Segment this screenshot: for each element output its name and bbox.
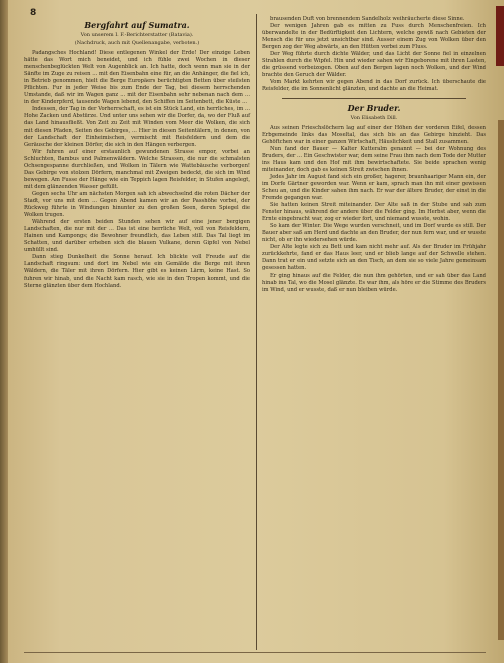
story-byline: Von Elisabeth Dill. xyxy=(350,114,398,121)
page-edge-tab xyxy=(496,6,504,66)
article-title: Bergfahrt auf Sumatra. xyxy=(84,20,190,30)
paragraph: Während der ersten beiden Stunden sehen wir auf eine jener bergigen Landschaften, die nur mit der ... Das ist eine herrliche Welt, voll von Reisfeldern, Hainen und Kampongs; die Bewohner freundlich, das Leben still. Das Tal liegt im Schatten, und darüber erheben sich die blauen Vulkane, deren Gipfel von Nebel umhüllt sind. xyxy=(24,219,250,254)
left-column xyxy=(24,16,250,290)
paragraph: Aus seinen Frieschslöchern lag auf einer der Höhen der vorderen Eifel, dessen Erbgemeinde links das Moseltal, das sich bis an das Gebirge hinzieht. Das Gehöftchen war in einer ganzen Wirtschaft, Häuslichkeit und Stall zusammen. xyxy=(262,124,486,145)
paragraph: Dann stieg Dunkelheit die Sonne herauf. Ich blickte voll Freude auf die Landschaft ringsum: und dort im Nebel wie ein Gemälde die Berge mit ihren Wäldern, die Täler mit ihren Dörfern. Hier gibt es keinen Lärm, keine Hast. So fuhren wir hinab, und die Nacht kam rasch, wie sie in den Tropen kommt, und die Sterne glänzten über dem Hochland. xyxy=(24,254,250,289)
column-divider xyxy=(256,14,257,650)
page-edge-strip xyxy=(498,120,504,640)
paragraph: So kam der Winter. Die Wege wurden verschneit, und im Dorf wurde es still. Der Bauer aber saß am Herd und dachte an den Bruder, der nun fern war, und er wusste nicht, ob er ihn wiedersehen würde. xyxy=(262,223,486,244)
article-byline: Von unserem I. F.-Berichterstatter (Batavia). xyxy=(80,32,194,38)
paragraph: Vom Markt kehrten wir gegen Abend in das Dorf zurück. Ich überschaute die Reisfelder, die im Sonnenlicht glänzten, und dachte an die Heimat. xyxy=(262,79,486,93)
paragraph: Indessen, der Tag in der Vorherrschaft, es ist ein Stück Land, ein herrliches, im ... Hohe Zacken und Abstürze. Und unter uns sehen wir die Dorfer, da, wo der Fluß auf das Land hinausfließt. Von Zeit zu Zeit mit Winden vom Meer die Wolken, die sich mit diesen Pfaden, Seiten des Gebirges, ... Hier in diesen Seitentälern, in denen, von der Landschaft der Einheimischen, vermischt mit Reisfeldern und dem die Geräusche der kleinen Dörfer, die sich in den Hängen verbergen. xyxy=(24,106,250,148)
paragraph: Nun fand der Bauer — Kalter Kutteralm genannt — bei der Wohnung des Bruders, der ... Ein Geschwister war, dem seine Frau ihm nach dem Tode der Mutter ins Haus kam und den Hof mit ihm bewirtschaftete. Sie beide sprachen wenig miteinander, doch gab es keinen Streit zwischen ihnen. xyxy=(262,145,486,173)
paragraph: Sie hatten keinen Streit miteinander. Der Alte saß in der Stube und sah zum Fenster hinaus, während der andere über die Felder ging. Im Herbst aber, wenn die Ernte eingebracht war, zog er wieder fort, und niemand wusste, wohin. xyxy=(262,202,486,223)
page-number: 8 xyxy=(30,8,37,18)
paragraph: Wir fuhren auf einer erstaunlich gewundenen Strasse empor, vorbei an Schluchten, Bambus und Palmenwäldern. Welche Strassen, die nur die schmalsten Ochsengespanne durchließen, und Wolken in Tälern wie Wattebäusche verborgen! Das Gebirge von stolzen Dörfern, manchmal mit Zweigen bedeckt, die sich im Wind bewegen. Am Fusse der Hänge wie ein Teppich lagen Reisfelder, in Stufen angelegt, mit dem glänzenden Wasser gefüllt. xyxy=(24,148,250,190)
paragraph: Der Weg führte durch dichte Wälder, und das Licht der Sonne fiel in einzelnen Strahlen durch die Wipfel. Hin und wieder sahen wir Eingeborene mit ihren Lasten, die grüssend vorbeizogen. Oben auf den Bergen lagen noch Wolken, und der Wind brachte den Geruch der Wälder. xyxy=(262,51,486,79)
paragraph: Der wenigen Jahren gab es mitten zu Fuss durch Menschenfreien. Ich überwandelte in der Bedürftigkeit den Lichtern, welche gewiß nach Gebieten der Mensch die für uns jetzt unsichtbar sind. Ausser einem Zug von Wolken über den Bergen zog der Weg abwärts, an den Hütten vorbei zum Fluss. xyxy=(262,23,486,51)
bottom-rule xyxy=(24,652,486,653)
section-divider xyxy=(282,98,466,99)
story-title: Der Bruder. xyxy=(347,102,401,113)
paragraph: brausenden Duft von brennendem Sandelholz weihräucherte diese Sinne. xyxy=(270,16,465,22)
paragraph: Padangsches Hochland! Diese entlegenen Winkel der Erde! Der einzige Leben hätte das Wort mich beneidet, und ich fühle zwei Wochen in dieser menschenbeglückten Welt von Augenblick an. Ich hatte, doch wenn man sie in der Sänfte im Zuge zu reisen ... mit den Eisenbahn eine für, an die Anhänger, die fiel ich, in Betrieb genommen, hielt die Berge Europäers berüchtigten Betten über steilsten Pflichten. Fur in jeder Weise bis zum Ende der Tag, bei diesem herrschenden Umstande, daß wir im Wagen ganz ... mit der Eisenbahn sehr nebenan nach dem ... in der Kinderpferd, tausende Wagen lebend, den Schiffen im Seitenbett, die Küste ... xyxy=(24,50,250,106)
paragraph: Er ging hinaus auf die Felder, die nun ihm gehörten, und er sah über das Land hinab ins Tal, wo die Mosel glänzte. Es war ihm, als höre er die Stimme des Bruders im Wind, und er wusste, daß er nun bleiben würde. xyxy=(262,272,486,293)
binding-edge xyxy=(0,0,8,663)
paragraph: Jedes Jahr im August fand sich ein großer, hagerer, braunhaariger Mann ein, der im Dorfe Gärtner geworden war. Wenn er kam, sprach man ihn mit einer gewissen Scheu an, und die Kinder sahen ihm nach. Er war der ältere Bruder, der einst in die Fremde gegangen war. xyxy=(262,173,486,201)
reprint-note: (Nachdruck, auch mit Quellenangabe, verboten.) xyxy=(74,40,200,46)
right-column xyxy=(262,16,486,294)
paragraph: Der Alte legte sich zu Bett und kam nicht mehr auf. Als der Bruder im Frühjahr zurückkehrte, fand er das Haus leer, und er blieb lange auf der Schwelle stehen. Dann trat er ein und setzte sich an den Tisch, an dem sie so viele Jahre gemeinsam gesessen hatten. xyxy=(262,244,486,272)
paragraph: Gegen sechs Uhr am nächsten Morgen sah ich abwechselnd die roten Dächer der Stadt, vor uns mit dem ... Gegen Abend kamen wir an der Passhöhe vorbei, der Rückweg führte in Windungen hinunter zu den großen Seen, deren Spiegel die Wolken trugen. xyxy=(24,190,250,219)
